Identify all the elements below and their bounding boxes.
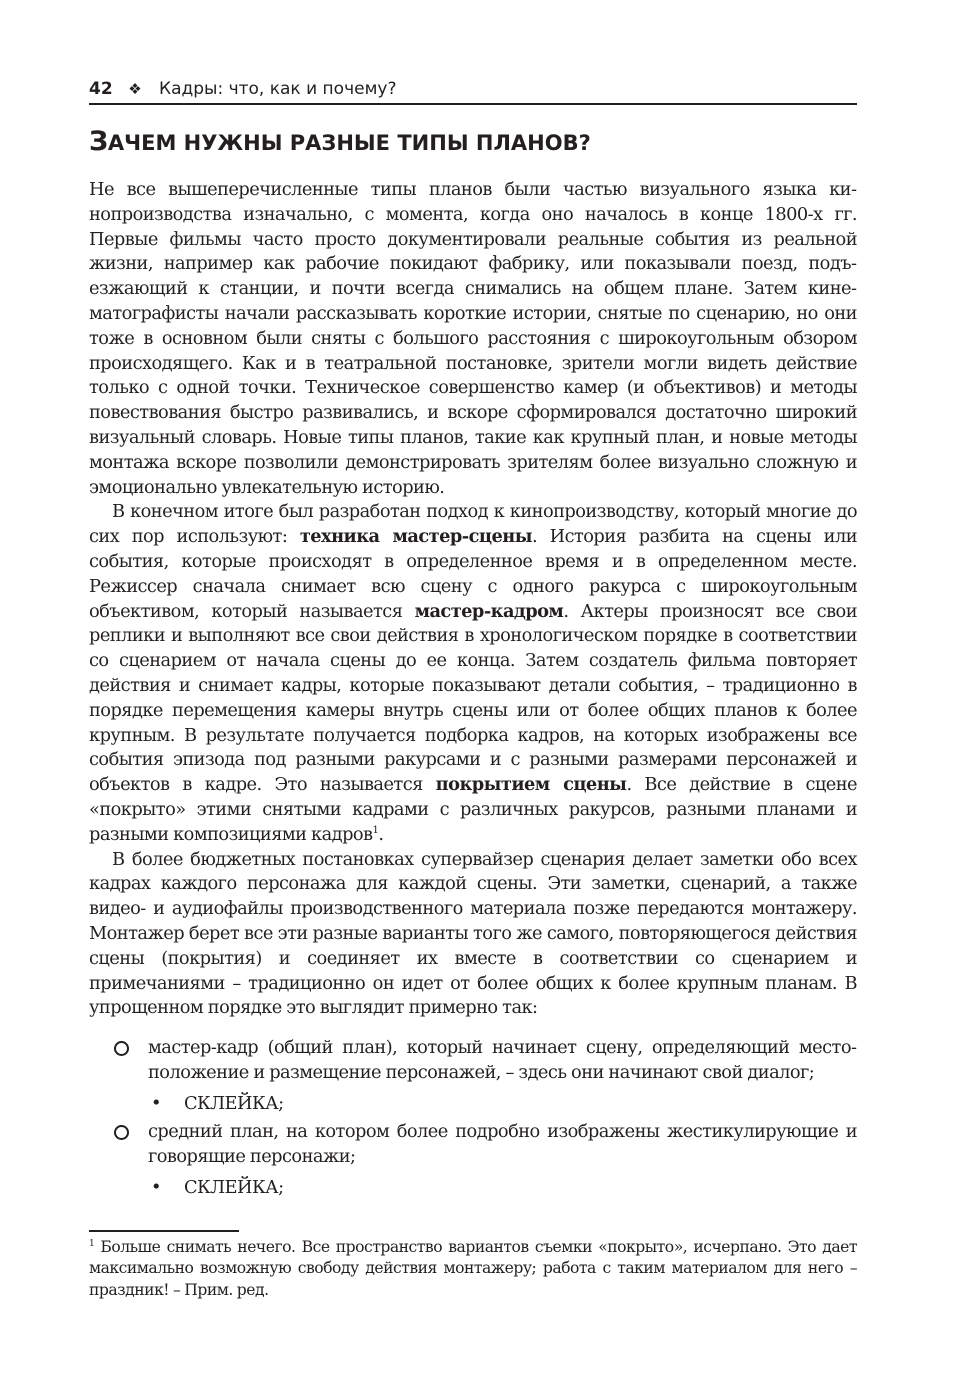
heading-rest: АЧЕМ НУЖНЫ РАЗНЫЕ ТИПЫ ПЛАНОВ? — [107, 131, 591, 155]
sub-list-item: • СКЛЕЙКА; — [89, 1092, 857, 1117]
footnote-divider — [89, 1230, 239, 1232]
footnote-text: Больше снимать нечего. Все пространство вариантов съемки «покрыто», исчерпано. Это дает максимально возможную свободу действия монтажеру; работа с таким материалом для него – праздник! – Прим. ред. — [89, 1238, 857, 1299]
dot-bullet-icon: • — [151, 1176, 161, 1198]
term-master-scene: техника мастер-сцены — [299, 526, 532, 548]
list-item: мастер-кадр (общий план), который начинает сцену, определяющий местоположение и размещение персонажей, – здесь они начинают свой диалог; — [89, 1036, 857, 1086]
footnote-ref: 1 — [372, 824, 379, 836]
page-number: 42 — [89, 79, 113, 99]
footnote-number: 1 — [89, 1239, 95, 1249]
heading-initial: З — [89, 126, 108, 157]
dot-bullet-icon: • — [151, 1092, 161, 1114]
circle-bullet-icon — [114, 1125, 129, 1140]
body-text — [89, 178, 857, 1021]
term-scene-coverage: покрытием сцены — [435, 774, 627, 796]
term-master-shot: мастер-кадром — [414, 600, 564, 622]
ornament-icon: ❖ — [128, 80, 142, 98]
paragraph-1: Не все вышеперечисленные типы планов были частью визуального языка кинопроизводства изначально, с момента, когда оно началось в конце 1800-х гг. Первые фильмы часто просто документировали реальные события из реальной жизни, например как рабочие покидают фабрику, или показывали поезд, подъезжающий к станции, и почти всегда снимались на общем плане. Затем кинематографисты начали рассказывать короткие истории, снятые по сценарию, но они тоже в основном были сняты с большого расстояния с широкоугольным обзором происходящего. Как и в театральной постановке, зрители могли видеть действие только с одной точки. Техническое совершенство камер (и объективов) и методы повествования быстро развивались, и вскоре сформировался достаточно широкий визуальный словарь. Новые типы планов, такие как крупный план, и новые методы монтажа вскоре позволили демонстрировать зрителям более визуально сложную и эмоционально увлекательную историю. — [89, 179, 857, 498]
shot-order-list — [89, 1036, 857, 1205]
footnote — [89, 1237, 857, 1301]
chapter-title: Кадры: что, как и почему? — [159, 79, 397, 99]
circle-bullet-icon — [114, 1041, 129, 1056]
paragraph-2: В конечном итоге был разработан подход к кинопроизводству, который многие до сих пор используют: техника мастер-сцены. История разбита на сцены или события, которые происходят в определенное время и в определенном месте. Режиссер сначала снимает всю сцену с одного ракурса с широкоугольным объективом, который называется мастер-кадром. Актеры произносят все свои реплики и выполняют все свои действия в хронологическом порядке в соответствии со сценарием от начала сцены до ее конца. Затем создатель фильма повторяет действия и снимает кадры, которые показывают детали события, – традиционно в порядке перемещения камеры внутрь сцены или от более общих планов к более крупным. В результате получается подборка кадров, на которых изображены все события эпизода под разными ракурсами и с разными размерами персонажей и объектов в кадре. Это называется покрытием сцены. Все действие в сцене «покрыто» этими снятыми кадрами с различных ракурсов, разными планами и разными композициями кадров$^1$. — [89, 501, 858, 845]
sub-list-item: • СКЛЕЙКА; — [89, 1176, 857, 1201]
section-heading — [89, 124, 591, 161]
running-header — [89, 77, 857, 105]
paragraph-3: В более бюджетных постановках супервайзер сценария делает заметки обо всех кадрах каждого персонажа для каждой сцены. Эти заметки, сценарий, а также видео- и аудиофайлы производственного материала позже передаются монтажеру. Монтажер берет все эти разные варианты того же самого, повторяющегося действия сцены (покрытия) и соединяет их вместе в соответствии со сценарием и примечаниями – традиционно он идет от более общих к более крупным планам. В упрощенном порядке это выглядит примерно так: — [89, 848, 857, 1019]
list-item: средний план, на котором более подробно изображены жестикулирующие и говорящие персонажи; — [89, 1120, 857, 1170]
